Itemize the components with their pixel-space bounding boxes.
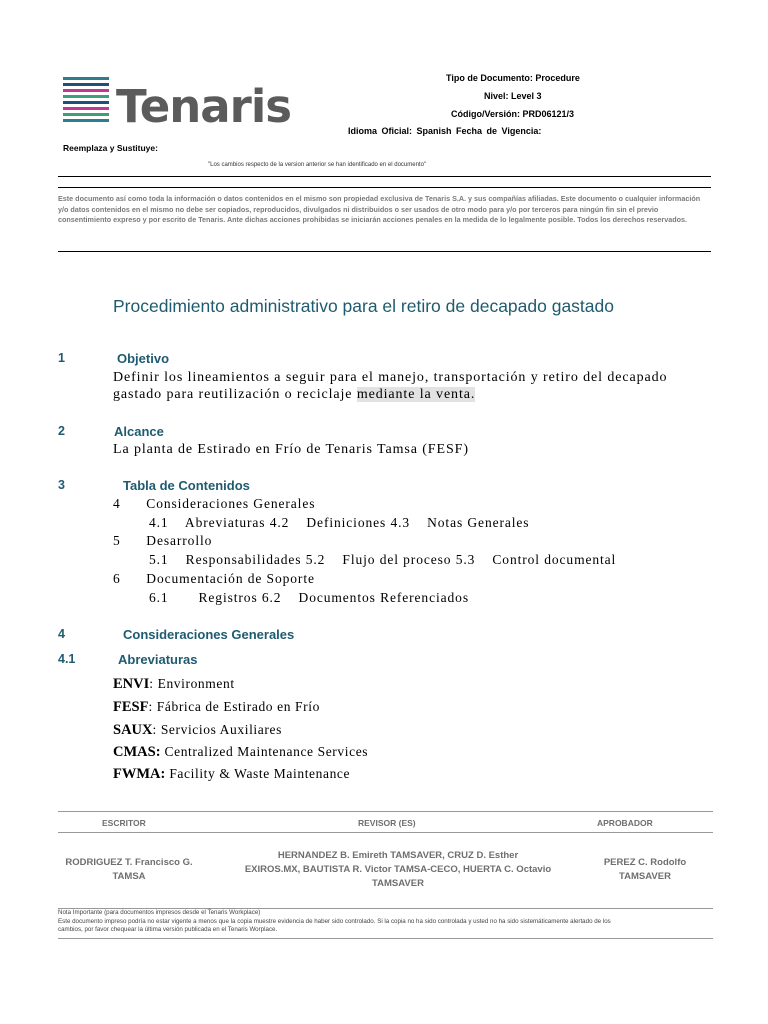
legal-text: Este documento así como toda la información o datos contenidos en el mismo son propiedad exclusiva de Tenaris S.A. y sus compañías afiliadas. Este documento o cualquier información y/o datos contenidos en el mismo no debe ser copiados, reproducidos, divulgados ni distribuidos o ser usados de otro modo para y/o por terceros para ningún fin sin el previo consentimiento expreso y por escrito de Tenaris. Ante dichas acciones prohibidas se iniciarán acciones penales en la medida de lo legalmente posible. Todos los derechos reservados.	[58, 194, 701, 224]
abbreviation-term: ENVI	[113, 676, 150, 692]
toc-line: 5.1 Responsabilidades 5.2 Flujo del proceso 5.3 Control documental	[149, 552, 617, 567]
logo-bar-1	[63, 77, 109, 80]
abbreviation-term: SAUX	[113, 722, 153, 738]
logo-bar-6	[63, 107, 109, 110]
abbreviation-term: CMAS:	[113, 744, 161, 760]
abbreviation-definition: Facility & Waste Maintenance	[169, 766, 351, 781]
revisor-line: TAMSAVER	[372, 878, 424, 889]
abbreviation-definition: Servicios Auxiliares	[160, 722, 282, 737]
abbreviation-item	[113, 676, 235, 693]
divider	[58, 176, 711, 177]
logo-bar-2	[63, 83, 109, 86]
header-escritor: ESCRITOR	[102, 818, 146, 828]
footer-note	[58, 909, 718, 935]
objetivo-text-line2-start: gastado para reutilización o reciclaje	[113, 387, 357, 402]
aprobador-line: TAMSAVER	[619, 871, 671, 882]
section-heading-alcance: Alcance	[114, 424, 164, 439]
abbreviation-definition: Environment	[157, 676, 235, 691]
logo-bar-4	[63, 95, 109, 98]
section-number: 2	[58, 424, 65, 438]
abbreviation-term: FWMA:	[113, 766, 166, 782]
table-divider	[58, 811, 713, 812]
abbreviation-item	[113, 722, 282, 739]
toc-line: 6 Documentación de Soporte	[113, 571, 315, 586]
objetivo-text-line2	[113, 387, 475, 403]
divider	[58, 251, 711, 252]
abbreviation-separator: :	[148, 699, 157, 714]
toc-line: 4.1 Abreviaturas 4.2 Definiciones 4.3 Notas Generales	[149, 515, 530, 530]
table-divider	[58, 832, 713, 833]
toc-line: 5 Desarrollo	[113, 533, 213, 548]
escritor-line: TAMSA	[112, 871, 146, 882]
footer-note-line: Este documento impreso podría no estar vigente a menos que la copia muestre evidencia de haber sido controlado. Si la copia no ha sido controlada y usted no ha sido sistemáticamente alertado de los	[58, 917, 611, 925]
aprobador-name	[580, 856, 710, 884]
abbreviation-item	[113, 766, 350, 783]
tipo-documento: Tipo de Documento: Procedure	[446, 73, 580, 83]
escritor-name	[58, 856, 200, 884]
logo-bar-3	[63, 89, 109, 92]
logo-bars	[63, 77, 109, 125]
abbreviation-separator: :	[149, 676, 158, 691]
alcance-text: La planta de Estirado en Frío de Tenaris Tamsa (FESF)	[113, 442, 469, 457]
logo-bar-8	[63, 119, 109, 122]
reemplaza: Reemplaza y Sustituye:	[63, 143, 158, 153]
aprobador-line: PEREZ C. Rodolfo	[603, 857, 687, 868]
abbreviation-item	[113, 744, 368, 761]
section-heading-objetivo: Objetivo	[117, 351, 170, 366]
revisor-names	[228, 849, 568, 891]
section-number: 3	[58, 478, 65, 492]
subsection-number: 4.1	[58, 652, 76, 666]
section-heading-toc: Tabla de Contenidos	[123, 478, 250, 493]
abbreviation-term: FESF	[113, 699, 149, 715]
cambios-note: "Los cambios respecto de la version anterior se han identificado en el documento"	[208, 162, 427, 168]
section-heading-consideraciones: Consideraciones Generales	[123, 627, 295, 642]
toc-line: 6.1 Registros 6.2 Documentos Referenciados	[149, 590, 469, 605]
abbreviation-definition: Fábrica de Estirado en Frío	[156, 699, 320, 714]
section-number: 1	[58, 351, 65, 365]
nivel: Nivel: Level 3	[484, 91, 542, 101]
logo-bar-7	[63, 113, 109, 116]
objetivo-text-line1: Definir los lineamientos a seguir para el manejo, transportación y retiro del decapado	[113, 370, 668, 385]
revisor-line: HERNANDEZ B. Emireth TAMSAVER, CRUZ D. Esther	[277, 850, 519, 861]
abbreviation-definition: Centralized Maintenance Services	[164, 744, 369, 759]
footer-note-title: Nota Importante (para documentos impresos desde el Tenaris Workplace)	[58, 909, 261, 916]
codigo-version: Código/Versión: PRD06121/3	[451, 109, 575, 119]
toc-line: 4 Consideraciones Generales	[113, 496, 316, 511]
table-divider	[58, 938, 713, 939]
logo-wordmark: Tenaris	[116, 80, 292, 133]
abbreviation-item	[113, 699, 320, 716]
revisor-line: EXIROS.MX, BAUTISTA R. Victor TAMSA-CECO, HUERTA C. Octavio	[244, 864, 552, 875]
header-revisor: REVISOR (ES)	[358, 818, 416, 828]
subsection-heading-abreviaturas: Abreviaturas	[118, 652, 198, 667]
section-number: 4	[58, 627, 65, 641]
escritor-line: RODRIGUEZ T. Francisco G.	[65, 857, 193, 868]
footer-note-line: cambios, por favor chequear la última versión publicada en el Tenaris Worplace.	[58, 926, 278, 933]
logo-bar-5	[63, 101, 109, 104]
divider	[58, 187, 711, 188]
objetivo-highlight: mediante la venta.	[356, 387, 476, 402]
header-aprobador: APROBADOR	[597, 818, 653, 828]
document-title: Procedimiento administrativo para el retiro de decapado gastado	[113, 296, 614, 316]
abbreviation-separator: :	[152, 722, 161, 737]
idioma-fecha: Idioma Oficial: Spanish Fecha de Vigencia:	[348, 126, 542, 136]
